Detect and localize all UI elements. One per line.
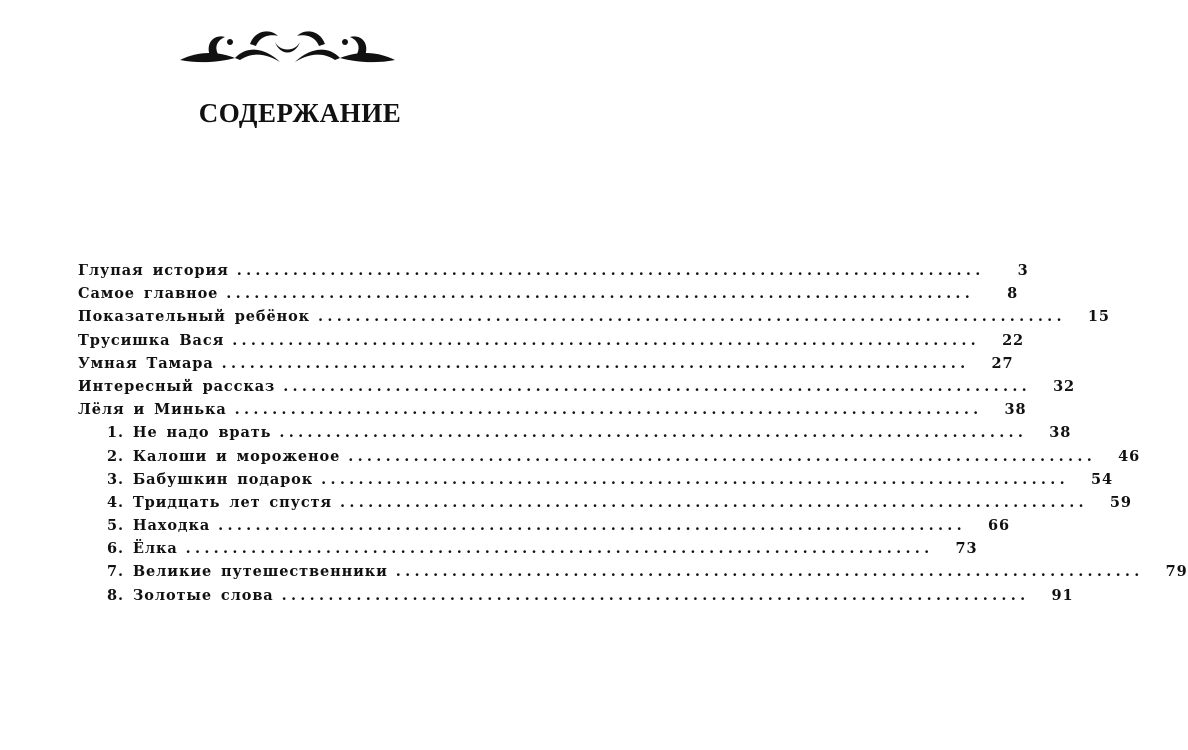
toc-entry-title: Показательный ребёнок [78, 308, 311, 326]
toc-entry-page: 3 [1017, 262, 1029, 279]
toc-entry [78, 447, 1141, 471]
dot-leader: ................................................................................ [348, 447, 1097, 465]
toc-entry-page: 27 [991, 354, 1014, 372]
toc-entry-page: 8 [1007, 285, 1019, 303]
toc-entry-title: 7. Великие путешественники [107, 563, 388, 581]
toc-entry [78, 401, 1027, 424]
toc-entry [78, 308, 1110, 331]
dot-leader: ................................................................................ [234, 401, 983, 419]
dot-leader: ................................................................................ [321, 470, 1069, 488]
dot-leader: ................................................................................ [218, 517, 966, 535]
toc-entry-title: 5. Находка [107, 517, 211, 535]
dot-leader: ................................................................................ [226, 285, 975, 303]
toc-entry [78, 377, 1076, 401]
toc-entry [78, 493, 1132, 517]
table-of-contents [78, 262, 1188, 610]
toc-entry [78, 586, 1074, 610]
toc-entry-page: 73 [955, 540, 978, 558]
toc-entry-title: 1. Не надо врать [107, 424, 272, 442]
toc-entry [78, 262, 1029, 285]
toc-entry [78, 285, 1019, 308]
toc-entry [78, 563, 1188, 586]
dot-leader: ................................................................................ [281, 586, 1030, 604]
toc-entry-title: 4. Тридцать лет спустя [107, 493, 333, 511]
dot-leader: ................................................................................ [221, 354, 970, 372]
toc-entry [78, 470, 1113, 494]
toc-entry-title: 2. Калоши и мороженое [107, 447, 341, 465]
toc-entry-page: 79 [1165, 563, 1188, 581]
toc-entry-page: 22 [1002, 331, 1025, 349]
dot-leader: ................................................................................ [318, 308, 1066, 326]
toc-entry-page: 66 [988, 517, 1010, 535]
dot-leader: ................................................................................ [232, 331, 981, 349]
toc-entry-title: 3. Бабушкин подарок [107, 470, 314, 488]
decorative-ornament-icon [180, 22, 395, 72]
toc-entry-title: Интересный рассказ [78, 377, 276, 395]
toc-entry-title: Трусишка Вася [78, 331, 225, 349]
toc-entry [78, 354, 1014, 378]
toc-entry-page: 91 [1051, 586, 1074, 604]
dot-leader: ................................................................................ [283, 377, 1032, 395]
toc-entry-title: Лёля и Минька [78, 401, 227, 419]
toc-entry-title: Умная Тамара [78, 354, 214, 372]
toc-entry [78, 540, 978, 563]
toc-entry [78, 331, 1025, 355]
dot-leader: ................................................................................ [279, 424, 1028, 442]
toc-entry-page: 46 [1118, 447, 1141, 465]
toc-entry [78, 517, 1010, 540]
dot-leader: ................................................................................ [185, 540, 934, 558]
toc-entry-page: 38 [1004, 401, 1027, 419]
toc-entry-title: 6. Ёлка [107, 540, 178, 558]
dot-leader: ................................................................................ [340, 493, 1088, 511]
toc-entry-page: 54 [1091, 470, 1113, 488]
toc-entry-page: 15 [1087, 308, 1110, 326]
dot-leader: ................................................................................ [395, 563, 1144, 581]
toc-entry-title: Самое главное [78, 285, 219, 303]
toc-entry-page: 38 [1049, 424, 1072, 442]
toc-entry [78, 424, 1072, 447]
toc-entry-page: 32 [1053, 377, 1076, 395]
toc-entry-title: 8. Золотые слова [107, 586, 274, 604]
toc-entry-page: 59 [1109, 493, 1132, 511]
toc-entry-title: Глупая история [78, 262, 229, 279]
page-title: СОДЕРЖАНИЕ [198, 98, 402, 128]
dot-leader: ................................................................................ [236, 262, 985, 279]
